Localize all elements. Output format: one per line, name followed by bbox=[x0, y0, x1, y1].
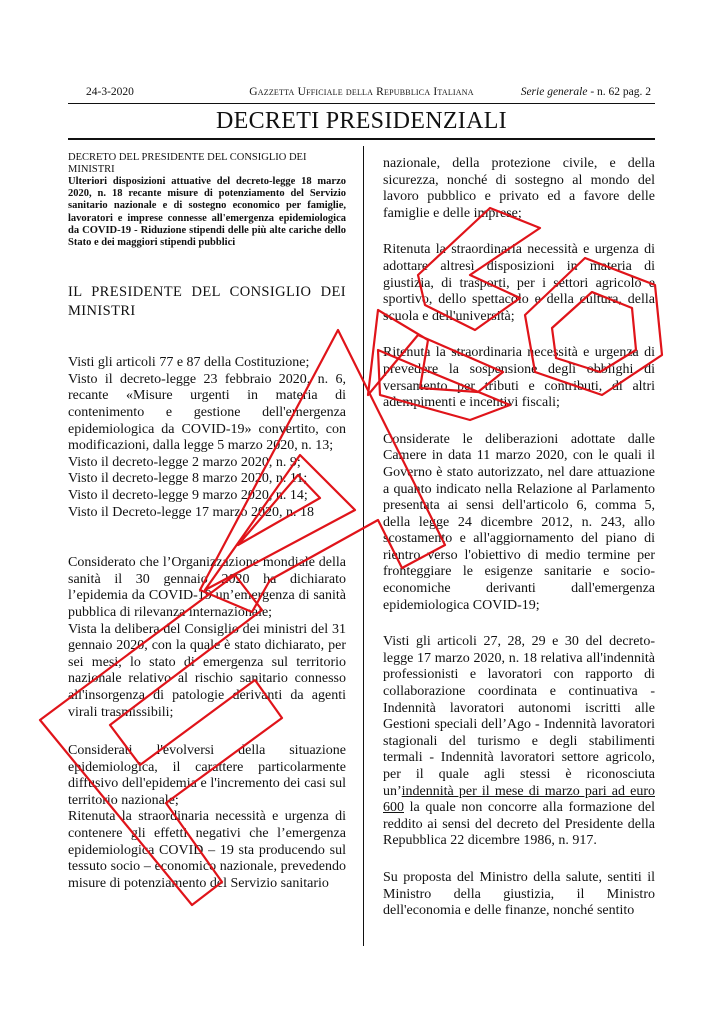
visti-indennita-tail: la quale non concorre alla formazione del reddito ai sensi del decreto del Presidente della Repubblica 22 dicembre 1986, n. 917. bbox=[383, 800, 655, 849]
visti-decreto-6: Visto il decreto-legge 23 febbraio 2020, n. 6, recante «Misure urgenti in materia di contenimento e gestione dell'emergenza epidemiologica da COVID-19» convertito, con modificazioni, dalla legge 5 marzo 2020, n. 13; bbox=[68, 371, 346, 454]
vista-delibera: Vista la delibera del Consiglio dei ministri del 31 gennaio 2020, con la quale è stato dichiarato, per sei mesi, lo stato di emergenza sul territorio nazionale relativo al rischio sanitario connesso all'insorgenza di patologie derivanti da agenti virali trasmissibili; bbox=[68, 621, 346, 720]
visti-decreto-9: Visto il decreto-legge 2 marzo 2020, n. 9; bbox=[68, 454, 301, 470]
header-date: 24-3-2020 bbox=[86, 86, 134, 98]
decree-heading: DECRETO DEL PRESIDENTE DEL CONSIGLIO DEI MINISTRI bbox=[68, 152, 307, 175]
ritenuta-contenere: Ritenuta la straordinaria necessità e urgenza di contenere gli effetti negativi che l’emergenza epidemiologica COVID – 19 sta producendo sul tessuto socio – economico nazionale, prevedendo misure di potenziamento del Servizio sanitario bbox=[68, 809, 346, 891]
visti-indennita-text: Visti gli articoli 27, 28, 29 e 30 del decreto-legge 17 marzo 2020, n. 18 relativa all'indennità professionisti e lavoratori con rapporto di collaborazione coordinata e continuativa - Indennità lavoratori autonomi iscritti alle Gestioni speciali dell’Ago - Indennità lavoratori stagionali del turismo e degli stabilimenti termali - Indennità lavoratori settore agricolo, per il quale agli stessi è riconosciuta un’ bbox=[383, 634, 655, 799]
indennita-underlined: indennità per il mese di marzo pari ad euro 600 bbox=[383, 783, 655, 816]
considerato-oms: Considerato che l’Organizzazione mondiale della sanità il 30 gennaio 2020 ha dichiarato l’epidemia da COVID-19 un’emergenza di sanità pubblica di rilevanza internazionale; bbox=[68, 555, 346, 620]
header-serie-number: - n. 62 pag. 2 bbox=[590, 86, 651, 98]
header-serie bbox=[521, 86, 651, 98]
section-title: DECRETI PRESIDENZIALI bbox=[216, 108, 507, 134]
left-column bbox=[68, 152, 346, 892]
ritenuta-giustizia: Ritenuta la straordinaria necessità e urgenza di adottare altresì disposizioni in materia di giustizia, di trasporti, per i settori agricolo e sportivo, dello spettacolo e della cultura, della scuola e dell'università; bbox=[383, 242, 655, 324]
visti-costituzione: Visti gli articoli 77 e 87 della Costituzione; bbox=[68, 355, 310, 371]
visti-indennita bbox=[383, 634, 655, 850]
page-header bbox=[68, 86, 655, 102]
column-divider bbox=[363, 146, 364, 946]
header-gazette-title: Gazzetta Ufficiale della Repubblica Italiana bbox=[249, 86, 474, 98]
considerati-evolversi: Considerati l'evolversi della situazione epidemiologica, il carattere particolarmente diffusivo dell'epidemia e l'incremento dei casi sul territorio nazionale; bbox=[68, 743, 346, 808]
decree-subject: Ulteriori disposizioni attuative del decreto-legge 18 marzo 2020, n. 18 recante misure di potenziamento del Servizio sanitario nazionale e di sostegno economico per famiglie, lavoratori e imprese connesse all'emergenza epidemiologica da COVID-19 - Riduzione stipendi delle più alte cariche dello Stato e dei maggiori stipendi pubblici bbox=[68, 176, 346, 249]
header-rule bbox=[68, 103, 655, 104]
continuation-paragraph: nazionale, della protezione civile, e della sicurezza, nonché di sostegno al mondo del lavoro pubblico e privato ed a favore delle famiglie e delle imprese; bbox=[383, 156, 655, 221]
title-rule bbox=[68, 138, 655, 140]
right-column bbox=[383, 156, 655, 920]
header-serie-label: Serie generale bbox=[520, 86, 588, 98]
proposta-ministro: Su proposta del Ministro della salute, sentiti il Ministro della giustizia, il Ministro dell'economia e delle finanze, nonché sentito bbox=[383, 869, 655, 919]
visti-decreto-14: Visto il decreto-legge 9 marzo 2020, n. 14; bbox=[68, 487, 308, 503]
visti-decreto-18: Visto il Decreto-legge 17 marzo 2020, n. 18 bbox=[68, 504, 315, 520]
ritenuta-sospensione: Ritenuta la straordinaria necessità e urgenza di prevedere la sospensione degli obblighi di versamento per tributi e contributi, di altri adempimenti e incentivi fiscali; bbox=[383, 345, 655, 411]
considerate-camere: Considerate le deliberazioni adottate dalle Camere in data 11 marzo 2020, con le quali il Governo è stato autorizzato, nel dare attuazione a quanto indicato nella Relazione al Parlamento presentata ai sensi dell'articolo 6, comma 5, della legge 24 dicembre 2012, n. 243, allo scostamento e all'aggiornamento del piano di rientro verso l'obiettivo di medio termine per fronteggiare le esigenze sanitarie e socio-economiche derivanti dall'emergenza epidemiologica COVID-19; bbox=[383, 431, 655, 613]
president-heading: IL PRESIDENTE DEL CONSIGLIO DEI MINISTRI bbox=[68, 284, 346, 320]
visti-decreto-11: Visto il decreto-legge 8 marzo 2020, n. 11; bbox=[68, 471, 308, 487]
